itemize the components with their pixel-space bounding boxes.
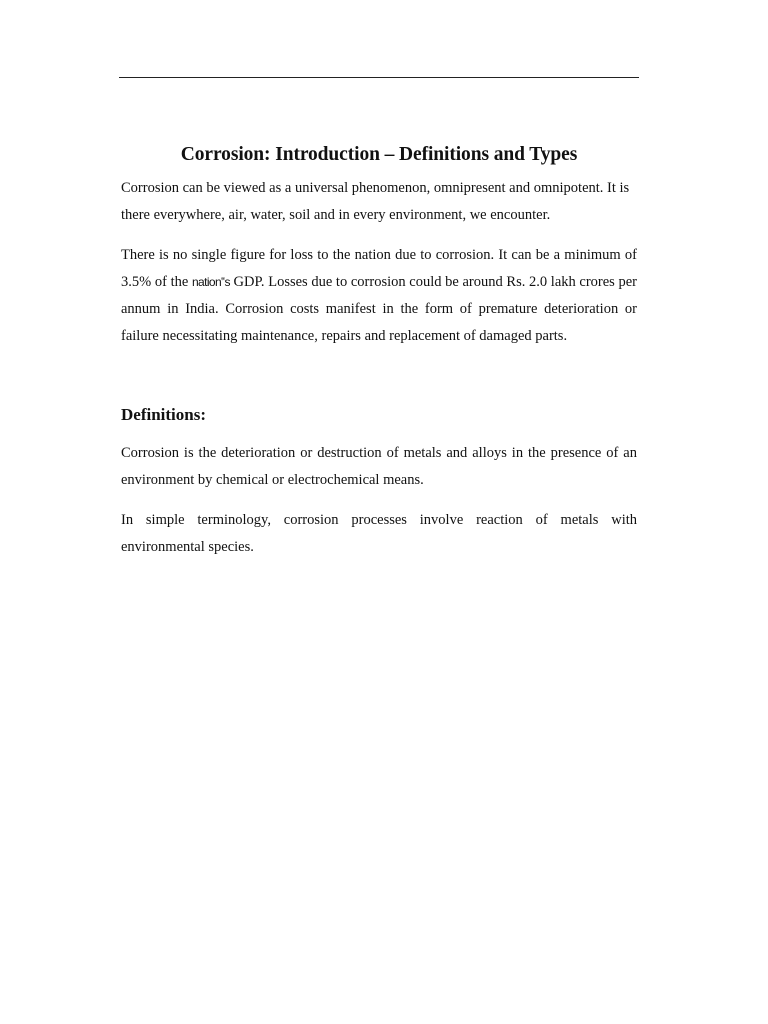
intro-paragraph-2-end: GDP. Losses due to corrosion could be around Rs. 2.0 lakh crores per annum in India. Corrosion costs manifest in the form of premature deterioration or failure necessitating maintenance, repairs and replacement of damaged parts. — [121, 274, 637, 344]
intro-paragraph-1: Corrosion can be viewed as a universal phenomenon, omnipresent and omnipotent. It is there everywhere, air, water, soil and in every environment, we encounter. — [121, 180, 630, 223]
document-body — [121, 141, 637, 574]
definition-paragraph-2: In simple terminology, corrosion processes involve reaction of metals with environmental species. — [121, 512, 637, 555]
definition-paragraph-1: Corrosion is the deterioration or destruction of metals and alloys in the presence of an environment by chemical or electrochemical means. — [121, 445, 637, 488]
document-title: Corrosion: Introduction – Definitions and Types — [180, 144, 578, 165]
definitions-heading: Definitions: — [121, 405, 206, 424]
intro-paragraph-2 — [121, 242, 637, 350]
header-rule — [119, 77, 639, 78]
nations-word: nation‟s — [191, 275, 230, 289]
intro-paragraph-2-start: There is no single figure for loss to the nation due to corrosion. It can be a minimum of 3.5% of the — [121, 247, 637, 290]
